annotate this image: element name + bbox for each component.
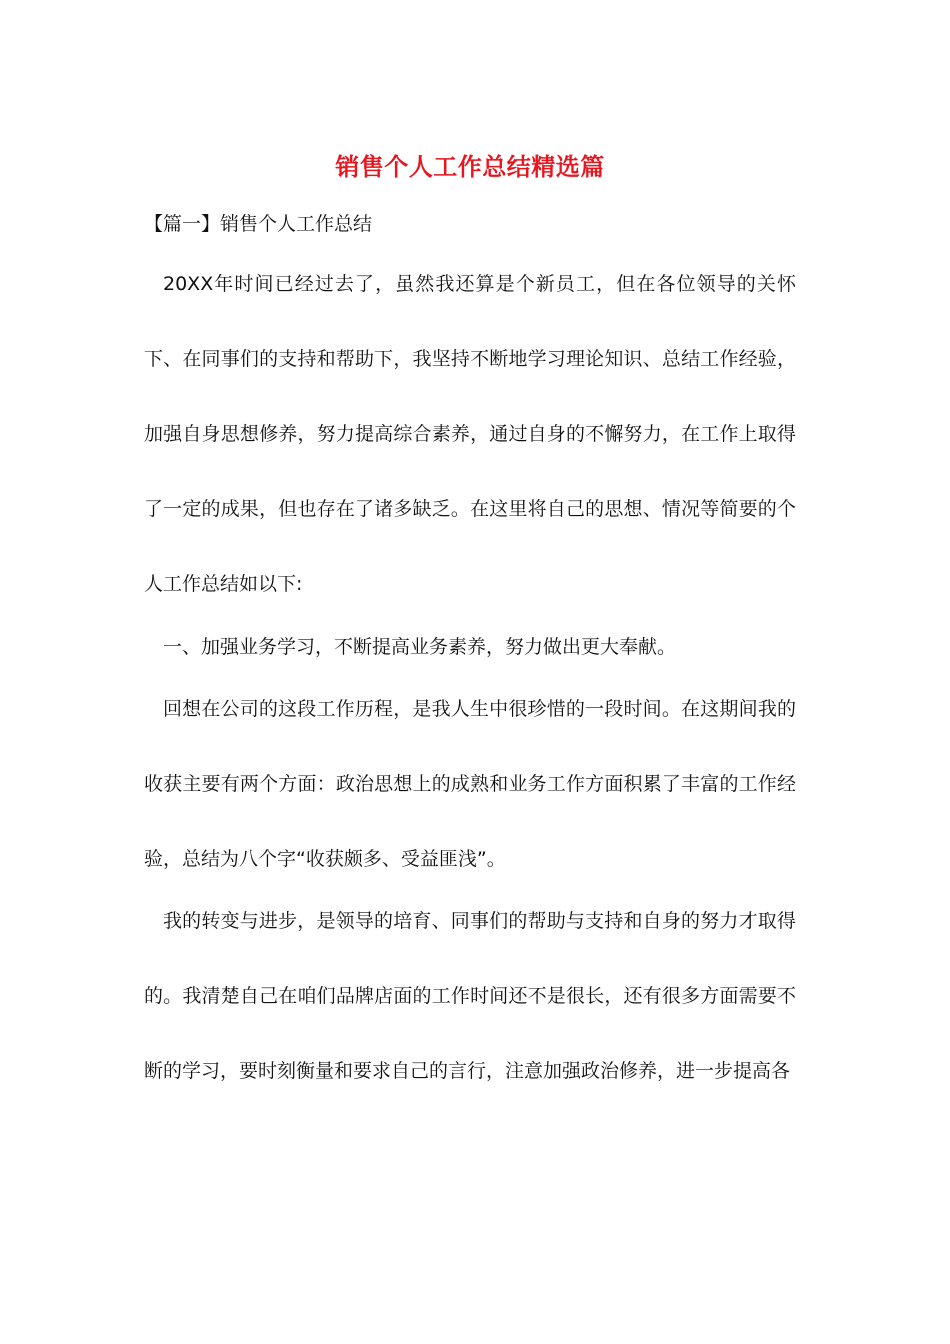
section-heading: 【篇一】销售个人工作总结	[144, 213, 373, 235]
paragraph-point-one: 一、加强业务学习，不断提高业务素养，努力做出更大奉献。	[163, 636, 677, 658]
paragraph-reflection: 回想在公司的这段工作历程，是我人生中很珍惜的一段时间。在这期间我的收获主要有两个方面：政治思想上的成熟和业务工作方面积累了丰富的工作经验，总结为八个字“收获颇多、受益匪浅”。	[144, 698, 796, 870]
paragraph-intro: 20XX年时间已经过去了，虽然我还算是个新员工，但在各位领导的关怀下、在同事们的支持和帮助下，我坚持不断地学习理论知识、总结工作经验，加强自身思想修养，努力提高综合素养，通过自身的不懈努力，在工作上取得了一定的成果，但也存在了诸多缺乏。在这里将自己的思想、情况等简要的个人工作总结如以下:	[144, 273, 796, 595]
paragraph-progress: 我的转变与进步，是领导的培育、同事们的帮助与支持和自身的努力才取得的。我清楚自己在咱们品牌店面的工作时间还不是很长，还有很多方面需要不断的学习，要时刻衡量和要求自己的言行，注意加强政治修养，进一步提高各	[144, 910, 796, 1082]
document-title: 销售个人工作总结精选篇	[335, 153, 605, 181]
